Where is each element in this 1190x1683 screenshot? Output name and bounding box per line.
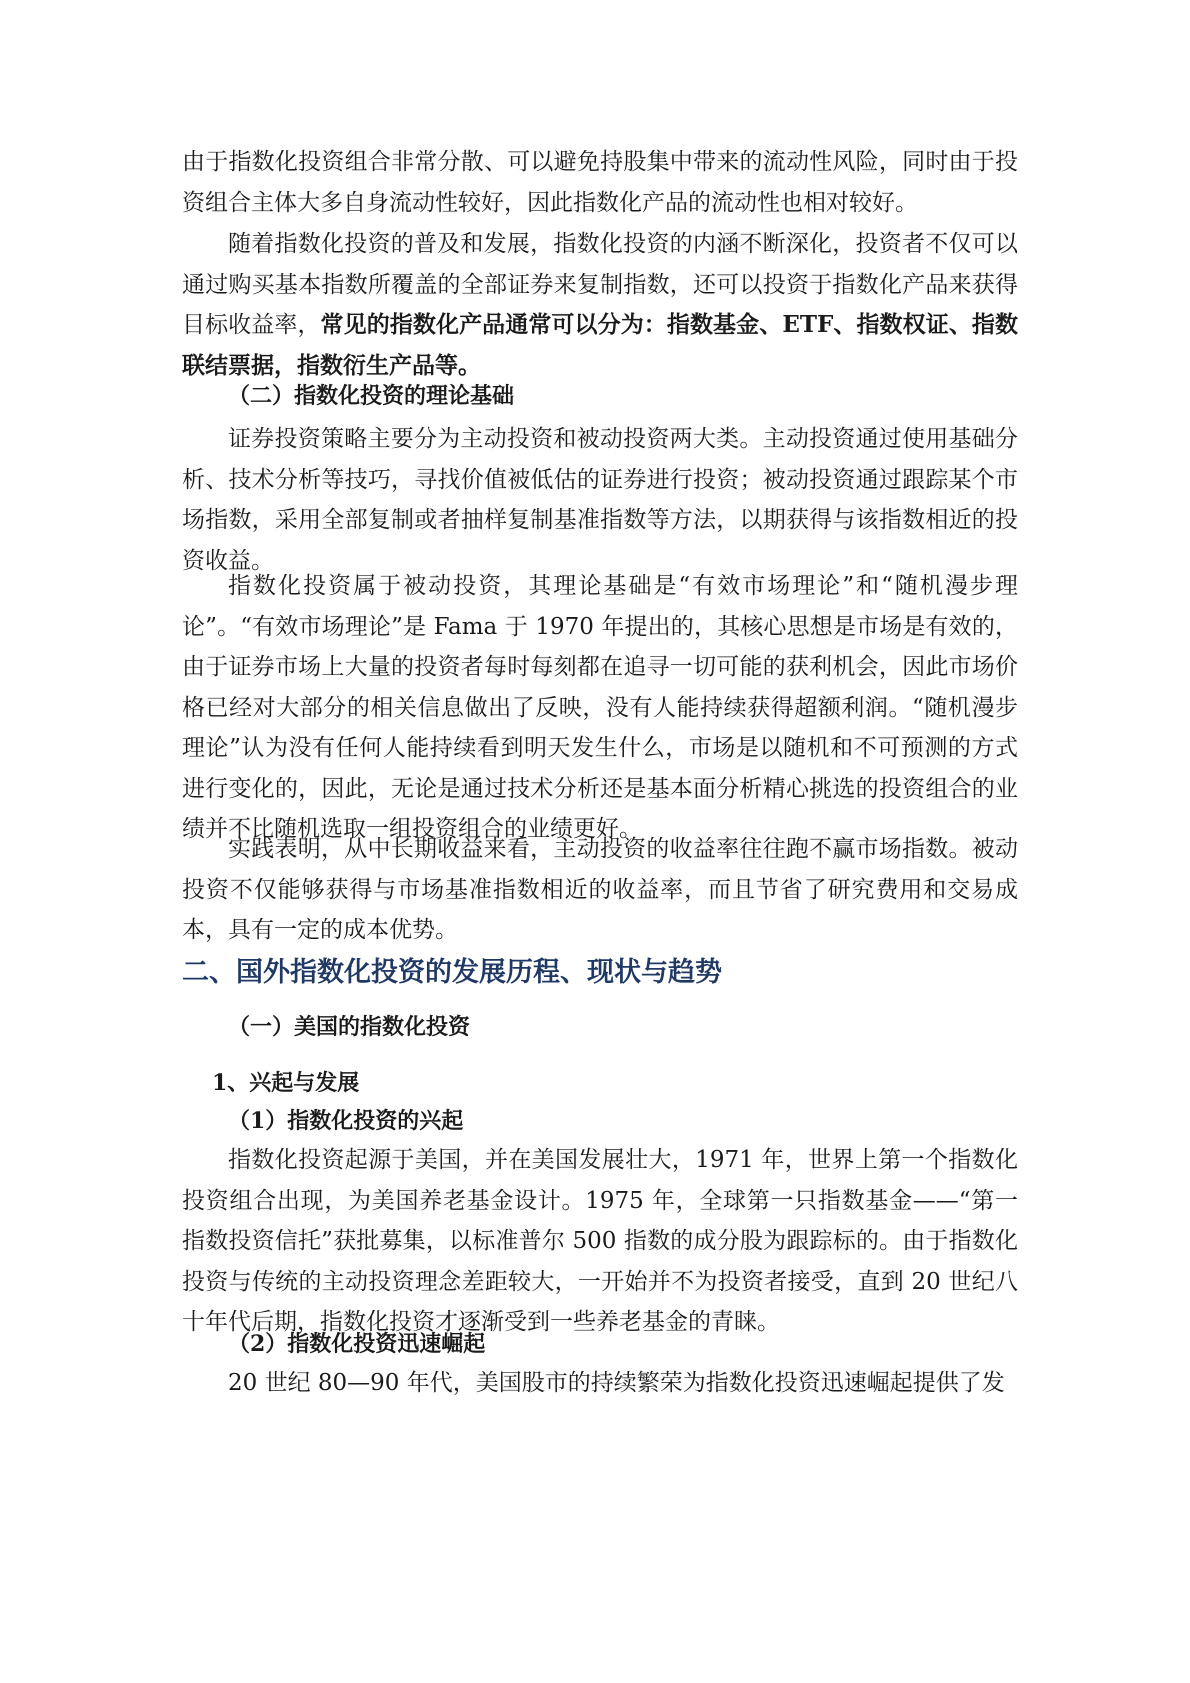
- heading-section-2: 二、国外指数化投资的发展历程、现状与趋势: [182, 957, 722, 988]
- heading-rise-and-development: 1、兴起与发展: [212, 1070, 360, 1096]
- paragraph-index-products: [182, 224, 1018, 386]
- heading-origin: （1）指数化投资的兴起: [228, 1108, 464, 1134]
- heading-theory-basis: （二）指数化投资的理论基础: [228, 383, 515, 409]
- paragraph-liquidity: 由于指数化投资组合非常分散、可以避免持股集中带来的流动性风险，同时由于投资组合主体大多自身流动性较好，因此指数化产品的流动性也相对较好。: [182, 149, 1018, 216]
- heading-us-indexing: （一）美国的指数化投资: [228, 1014, 471, 1040]
- heading-rapid-growth: （2）指数化投资迅速崛起: [228, 1331, 486, 1357]
- paragraph-growth: 20 世纪 80—90 年代，美国股市的持续繁荣为指数化投资迅速崛起提供了发: [228, 1370, 1005, 1396]
- paragraph-efficient-market: 指数化投资属于被动投资，其理论基础是“有效市场理论”和“随机漫步理论”。“有效市场理论”是 Fama 于 1970 年提出的，其核心思想是市场是有效的，由于证券市场上大量的投资者每时每刻都在追寻一切可能的获利机会，因此市场价格已经对大部分的相关信息做出了反映，没有人能持续获得超额利润。“随机漫步理论”认为没有任何人能持续看到明天发生什么，市场是以随机和不可预测的方式进行变化的，因此，无论是通过技术分析还是基本面分析精心挑选的投资组合的业绩并不比随机选取一组投资组合的业绩更好。: [182, 573, 1018, 842]
- paragraph-origin: 指数化投资起源于美国，并在美国发展壮大，1971 年，世界上第一个指数化投资组合出现，为美国养老基金设计。1975 年，全球第一只指数基金——“第一指数投资信托”获批募集，以标准普尔 500 指数的成分股为跟踪标的。由于指数化投资与传统的主动投资理念差距较大，一开始并不为投资者接受，直到 20 世纪八十年代后期，指数化投资才逐渐受到一些养老基金的青睐。: [182, 1147, 1018, 1335]
- paragraph-index-products-text: 随着指数化投资的普及和发展，指数化投资的内涵不断深化，投资者不仅可以通过购买基本指数所覆盖的全部证券来复制指数，还可以投资于指数化产品来获得目标收益率，: [182, 231, 1018, 338]
- paragraph-practice: 实践表明，从中长期收益来看，主动投资的收益率往往跑不赢市场指数。被动投资不仅能够获得与市场基准指数相近的收益率，而且节省了研究费用和交易成本，具有一定的成本优势。: [182, 836, 1018, 943]
- paragraph-strategy: 证券投资策略主要分为主动投资和被动投资两大类。主动投资通过使用基础分析、技术分析等技巧，寻找价值被低估的证券进行投资；被动投资通过跟踪某个市场指数，采用全部复制或者抽样复制基准指数等方法，以期获得与该指数相近的投资收益。: [182, 426, 1018, 574]
- paragraph-index-products-bold: 常见的指数化产品通常可以分为：指数基金、ETF、指数权证、指数联结票据，指数衍生产品等。: [182, 311, 1019, 379]
